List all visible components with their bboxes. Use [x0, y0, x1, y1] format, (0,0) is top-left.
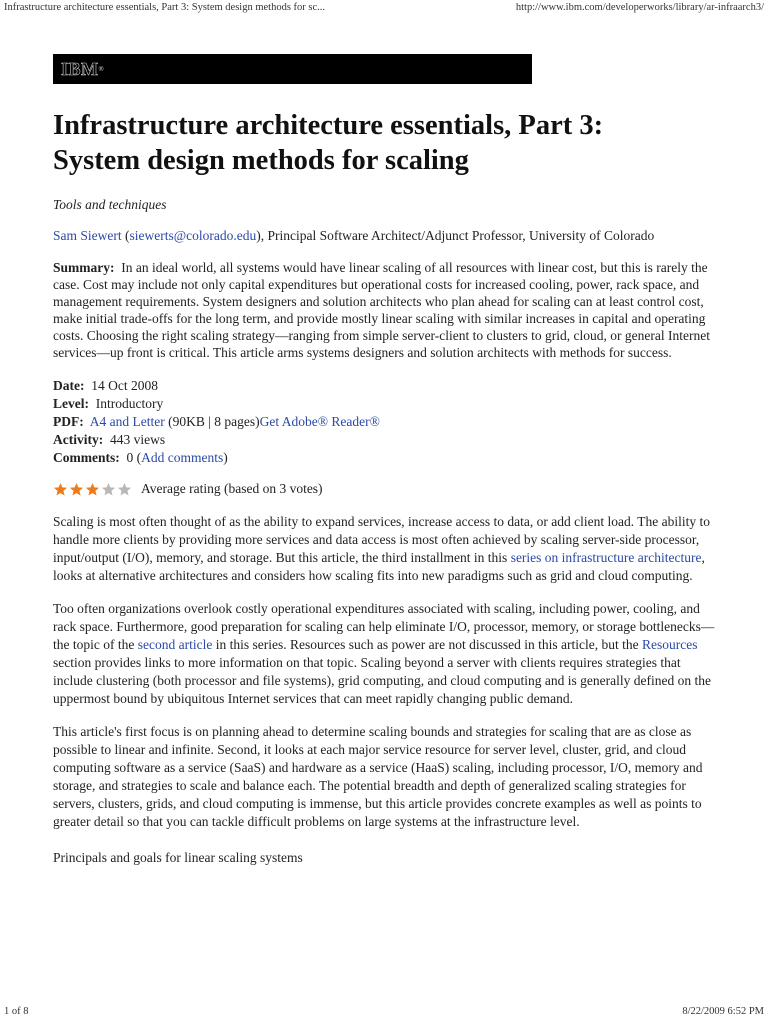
- resources-link[interactable]: Resources: [641, 637, 698, 652]
- meta-comments: [53, 449, 718, 467]
- second-article-link[interactable]: second article: [137, 637, 213, 652]
- pdf-download-link[interactable]: A4 and Letter: [89, 414, 165, 429]
- article-title: [53, 108, 718, 178]
- ibm-masthead: [53, 54, 532, 84]
- comments-label: Comments:: [53, 450, 120, 465]
- summary-label: Summary:: [53, 260, 115, 275]
- series-link[interactable]: series on infrastructure architecture: [510, 550, 702, 565]
- level-label: Level:: [53, 396, 89, 411]
- article-summary: [53, 259, 718, 361]
- star-filled-icon[interactable]: [69, 482, 84, 497]
- star-empty-icon[interactable]: [101, 482, 116, 497]
- print-header-title: Infrastructure architecture essentials, Part 3: System design methods for sc...: [4, 2, 326, 13]
- activity-label: Activity:: [53, 432, 104, 447]
- author-name-link[interactable]: Sam Siewert: [53, 228, 122, 243]
- author-line: [53, 227, 718, 244]
- author-affiliation: ), Principal Software Architect/Adjunct Professor, University of Colorado: [256, 228, 655, 243]
- author-email-link[interactable]: siewerts@colorado.edu: [129, 228, 257, 243]
- meta-activity: [53, 431, 718, 449]
- article-title-line2: System design methods for scaling: [53, 145, 469, 176]
- meta-date: [53, 377, 718, 395]
- activity-value: 443 views: [109, 432, 166, 447]
- meta-pdf: [53, 413, 718, 431]
- body-paragraph-3: This article's first focus is on planning ahead to determine scaling bounds and strategies for scaling that are as close as possible to linear and infinite. Second, it looks at each major service resource for server level, cluster, grid, and cloud computing software as a service (SaaS) and hardware as a service (HaaS) scaling, including processor, I/O, memory and storage, and strategies to scale and balance each. The potential breadth and depth of generalized scaling strategies for servers, clusters, grids, and cloud computing is immense, but this article provides concrete examples as well as points to greater detail so that you can tackle difficult problems on large systems at the infrastructure level.: [53, 724, 703, 829]
- print-footer: [4, 1006, 764, 1020]
- date-value: 14 Oct 2008: [91, 378, 158, 393]
- star-empty-icon[interactable]: [117, 482, 132, 497]
- comments-count: 0 (: [126, 450, 142, 465]
- article-content: [53, 108, 718, 867]
- print-header-url: http://www.ibm.com/developerworks/library/ar-infraarch3/: [515, 2, 764, 13]
- add-comments-link[interactable]: Add comments: [141, 450, 224, 465]
- meta-level: [53, 395, 718, 413]
- level-value: Introductory: [95, 396, 164, 411]
- ibm-registered-mark: ®: [98, 65, 105, 73]
- body-paragraph-2: [53, 600, 718, 708]
- adobe-reader-link[interactable]: Get Adobe® Reader®: [259, 414, 380, 429]
- ibm-logo[interactable]: [61, 59, 104, 79]
- print-footer-page: 1 of 8: [4, 1006, 29, 1017]
- star-filled-icon[interactable]: [53, 482, 68, 497]
- p2-text-b: in this series. Resources such as power are not discussed in this article, but the: [212, 637, 642, 652]
- ibm-logo-text: IBM: [61, 59, 99, 79]
- article-meta: [53, 377, 718, 467]
- article-subtitle: Tools and techniques: [53, 197, 167, 212]
- pdf-label: PDF:: [53, 414, 84, 429]
- pdf-size: (90KB | 8 pages): [164, 414, 260, 429]
- rating-text: Average rating (based on 3 votes): [141, 481, 323, 496]
- p2-text-a: Too often organizations overlook costly operational expenditures associated with scaling, including power, cooling, and rack space. Furthermore, good preparation for scaling can help eliminate I/O, processor, memory, or storage bottlenecks—the topic of the: [53, 601, 715, 652]
- comments-close: ): [223, 450, 228, 465]
- author-paren-open: (: [121, 228, 130, 243]
- print-footer-date: 8/22/2009 6:52 PM: [682, 1006, 764, 1017]
- section-heading: Principals and goals for linear scaling systems: [53, 850, 303, 865]
- star-filled-icon[interactable]: [85, 482, 100, 497]
- article-title-line1: Infrastructure architecture essentials, Part 3:: [53, 110, 604, 141]
- p1-text-b: , looks at alternative architectures and considers how scaling fits into new paradigms such as grid and cloud computing.: [53, 550, 705, 583]
- p1-text-a: Scaling is most often thought of as the ability to expand services, increase access to data, or add client load. The ability to handle more clients by providing more services and data access is most often achieved by scaling server-side processor, input/output (I/O), memory, and storage. But this article, the third installment in this: [53, 514, 710, 565]
- p2-text-c: section provides links to more information on that topic. Scaling beyond a server with clients requires strategies that include clustering (both processor and file systems), grid computing, and cloud computing and is generally defined on the uppermost bound by ubiquitous Internet services that can meet rapidly changing public demand.: [53, 655, 711, 706]
- rating-widget: [53, 477, 718, 501]
- body-paragraph-1: [53, 513, 718, 585]
- date-label: Date:: [53, 378, 85, 393]
- summary-text: In an ideal world, all systems would have linear scaling of all resources with linear cost, but this is rarely the case. Cost may include not only capital expenditures but operational costs for increased cooling, power, rack space, and management requirements. System designers and solution architects who plan ahead for scaling can at least control cost, make initial trade-offs for the long term, and provide mostly linear scaling with similar increases in capital and operating costs. Choosing the right scaling strategy—ranging from simple server-client to clusters to grid, cloud, or general Internet services—up front is critical. This article arms systems designers and solution architects with methods for success.: [53, 260, 710, 360]
- rating-stars[interactable]: [53, 482, 133, 497]
- print-header: [4, 2, 764, 16]
